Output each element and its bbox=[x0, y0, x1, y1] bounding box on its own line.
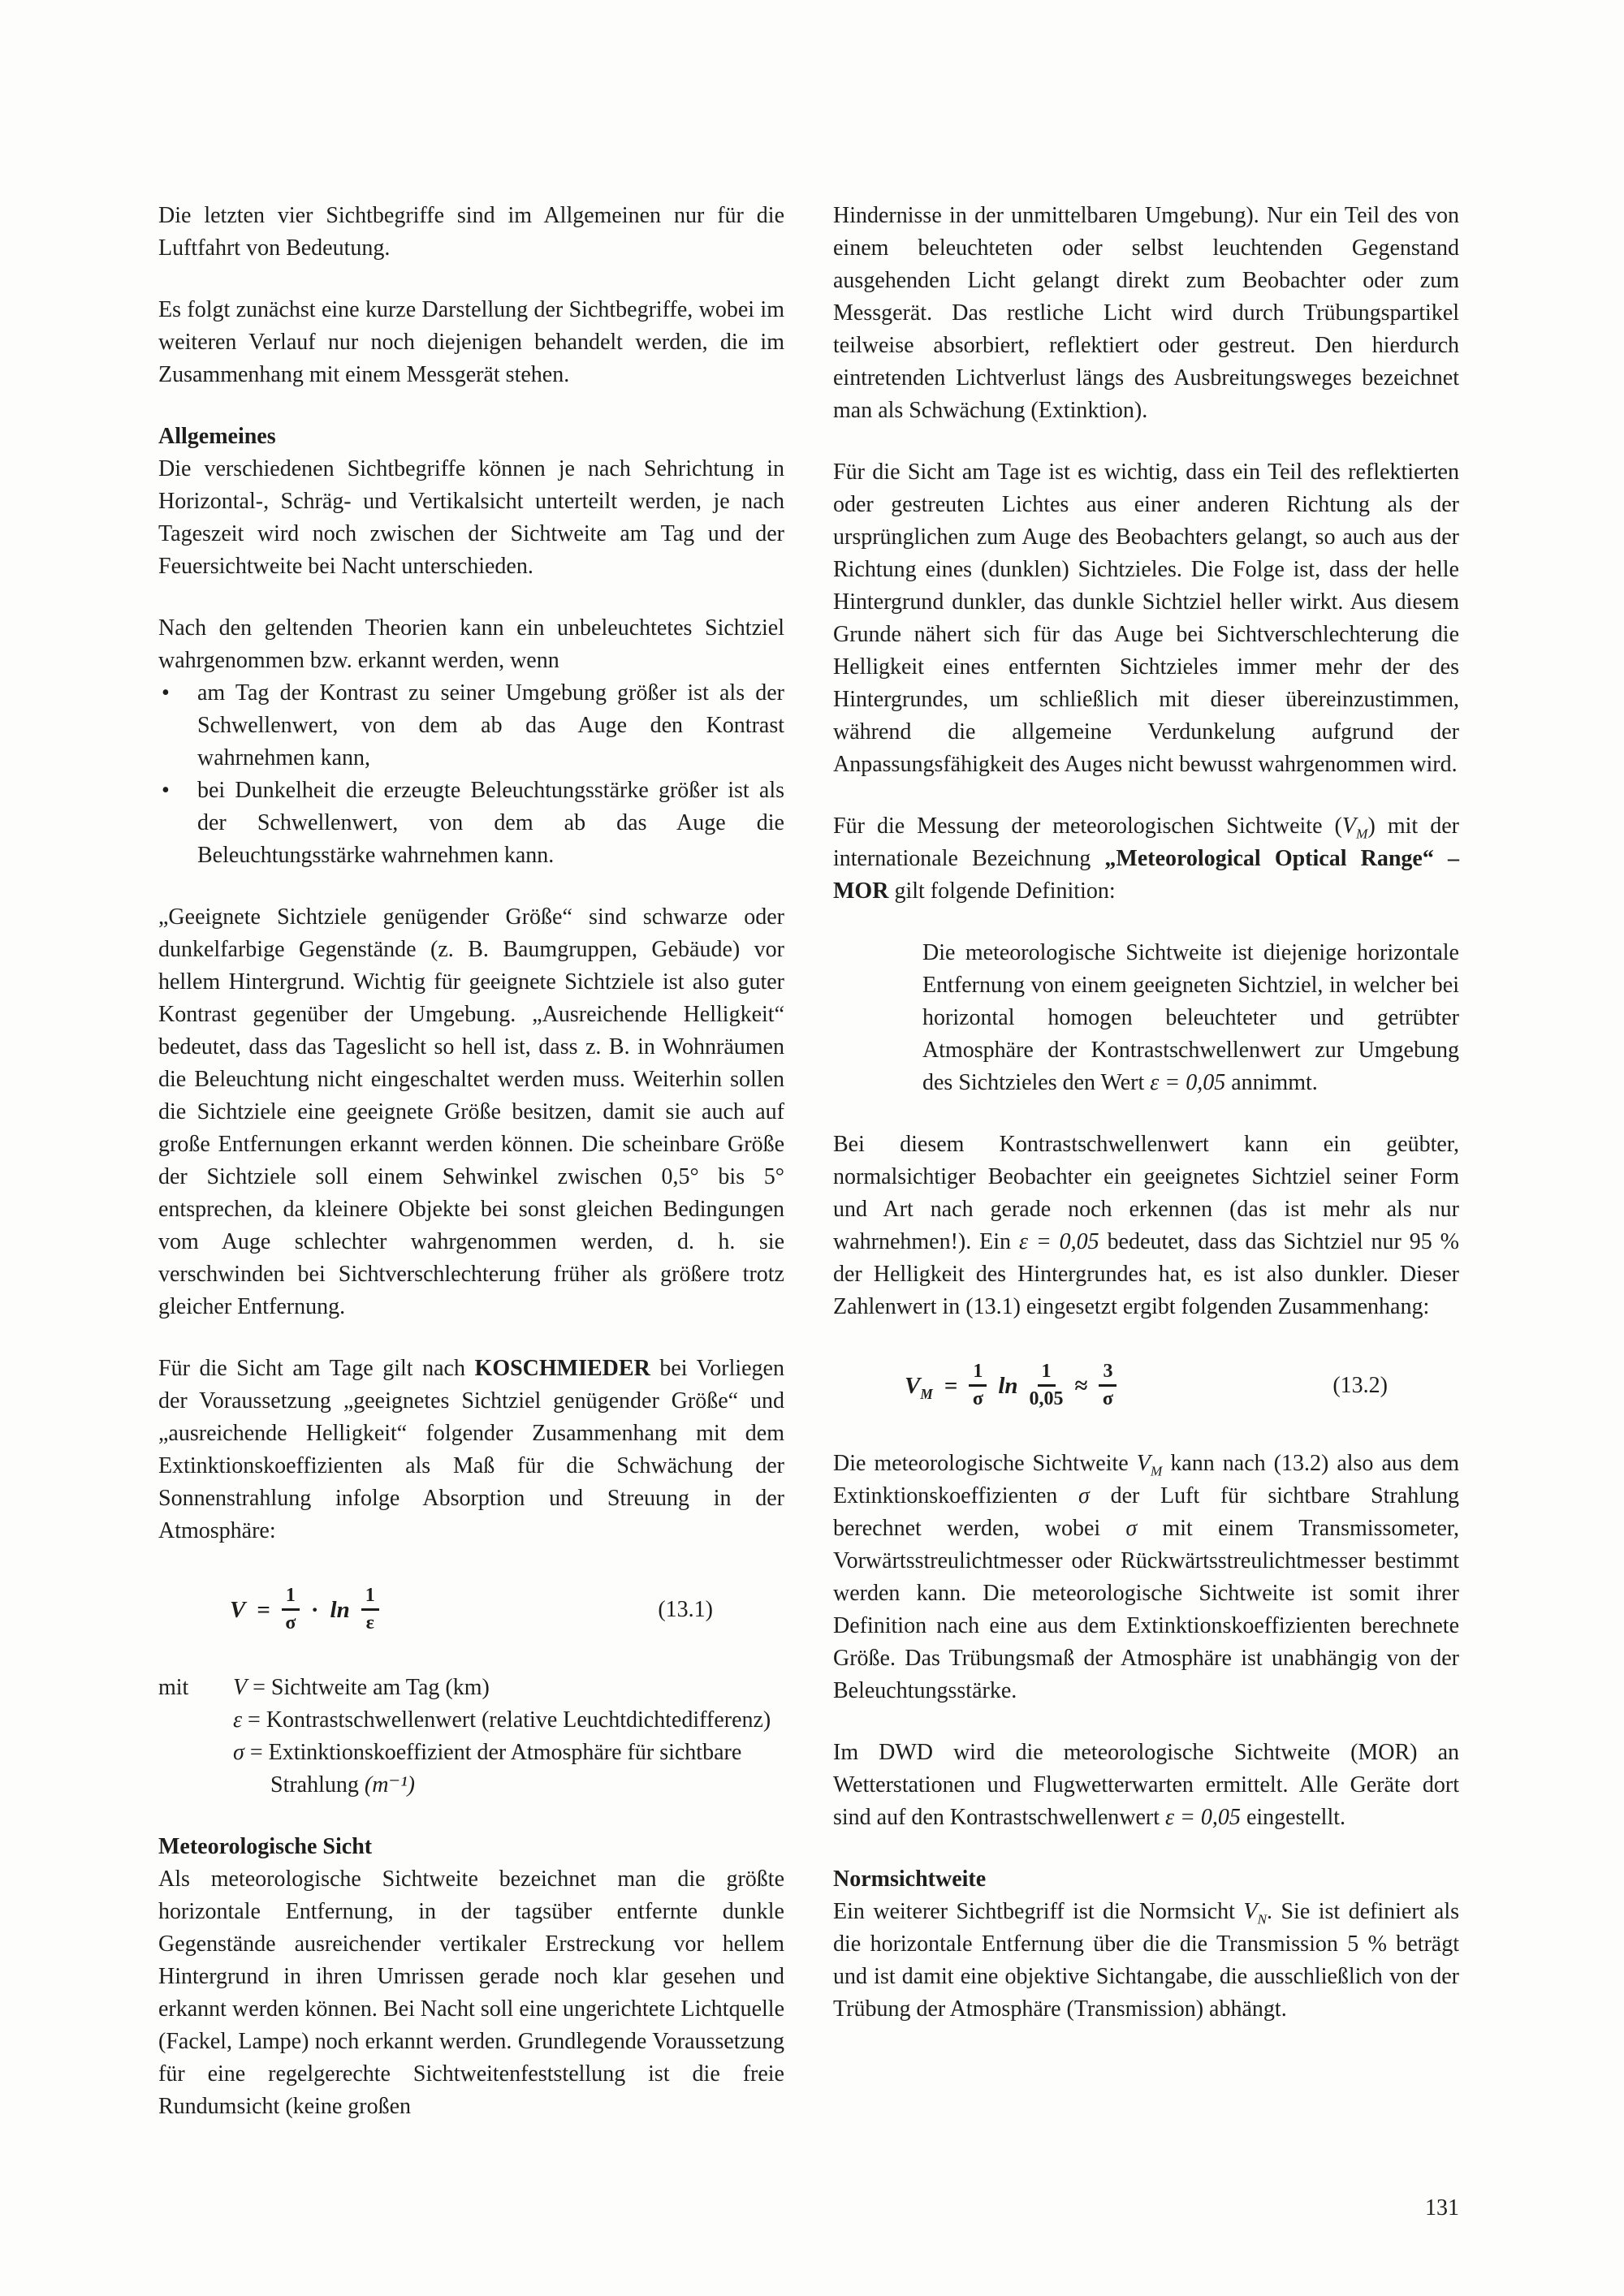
section-heading: Normsichtweite bbox=[833, 1867, 987, 1892]
equation bbox=[158, 1577, 784, 1642]
paragraph bbox=[158, 294, 784, 391]
page-number: 131 bbox=[1425, 2195, 1459, 2220]
text-segment: = Sichtweite am Tag (km) bbox=[247, 1675, 490, 1700]
bullet-list bbox=[158, 677, 784, 872]
paragraph bbox=[158, 1353, 784, 1547]
equation-number: (13.2) bbox=[1332, 1372, 1388, 1398]
fraction-denominator: 0,05 bbox=[1029, 1388, 1064, 1409]
fraction bbox=[282, 1585, 300, 1634]
paragraph bbox=[158, 1863, 784, 2123]
formula-token bbox=[330, 1594, 350, 1626]
fraction-denominator: σ bbox=[972, 1388, 983, 1409]
text-segment: bedeutet, dass das Sichtziel nur 95 % der Helligkeit des Hintergrundes hat, es ist also dunkler. Dieser Zahlenwert in (13.1) eingesetzt ergibt folgenden Zusammenhang: bbox=[833, 1229, 1459, 1319]
text-segment: Ein weiterer Sichtbegriff ist die Normsicht bbox=[833, 1899, 1244, 1924]
paragraph bbox=[833, 1737, 1459, 1834]
paragraph bbox=[158, 200, 784, 265]
text-segment: Die letzten vier Sichtbegriffe sind im Allgemeinen nur für die Luftfahrt von Bedeutung. bbox=[158, 203, 784, 261]
bullet-icon: • bbox=[162, 778, 170, 803]
fraction-numerator: 3 bbox=[1099, 1361, 1116, 1387]
text-segment: gilt folgende Definition: bbox=[888, 878, 1116, 904]
text-segment: Als meteorologische Sichtweite bezeichnet man die größte horizontale Entfernung, in der tagsüber entfernte dunkle Gegenstände ausreichender vertikaler Erstreckung vor hellem Hintergrund in ihren Umrissen gerade noch klar gesehen und erkannt werden können. Bei Nacht soll eine ungerichtete Lichtquelle (Fackel, Lampe) noch erkannt werden. Grundlegende Voraussetzung für eine regelgerechte Sichtweitenfeststellung ist die freie Rundumsicht (keine großen bbox=[158, 1867, 784, 2119]
text-segment: der Luft für sichtbare Strahlung berechnet werden, wobei bbox=[833, 1483, 1459, 1541]
formula-token bbox=[905, 1370, 933, 1402]
formula-token bbox=[944, 1370, 958, 1402]
section-heading: Meteorologische Sicht bbox=[158, 1834, 373, 1859]
symbol-definition-row bbox=[233, 1737, 784, 1802]
text-segment: ε = 0,05 bbox=[1150, 1070, 1226, 1095]
formula-token bbox=[257, 1594, 270, 1626]
definition-block bbox=[833, 937, 1459, 1099]
formula-token bbox=[230, 1594, 245, 1626]
text-segment: bei Dunkelheit die erzeugte Beleuchtungsstärke größer ist als der Schwellenwert, von dem ab das Auge die Beleuchtungsstärke wahrnehmen kann. bbox=[197, 778, 784, 868]
deflist-intro: mit bbox=[158, 1675, 189, 1700]
text-segment: = Extinktionskoeffizient der Atmosphäre für sichtbare Strahlung bbox=[244, 1740, 742, 1798]
formula-symbol: V bbox=[905, 1372, 921, 1399]
formula-token bbox=[998, 1370, 1017, 1402]
paragraph bbox=[158, 453, 784, 583]
text-segment: V bbox=[1136, 1451, 1151, 1476]
fraction bbox=[1099, 1361, 1116, 1410]
formula-token bbox=[1075, 1370, 1088, 1402]
text-segment: „Geeignete Sichtziele genügender Größe“ sind schwarze oder dunkelfarbige Gegenstände (z. B. Baumgruppen, Gebäude) vor hellem Hintergrund. Wichtig für geeignete Sichtziele ist also guter Kontrast gegenüber der Umgebung. „Ausreichende Helligkeit“ bedeutet, dass das Tageslicht so hell ist, dass z. B. in Wohnräumen die Beleuchtung nicht eingeschaltet werden muss. Weiterhin sollen die Sichtziele eine geeignete Größe besitzen, damit sie auch auf große Entfernungen erkannt werden können. Die scheinbare Größe der Sichtziele soll einem Sehwinkel zwischen 0,5° bis 5° entsprechen, da kleinere Objekte bei sonst gleichen Bedingungen vom Auge schlechter wahrgenommen werden, d. h. sie verschwinden bei Sichtverschlechterung früher als größere trotz gleicher Entfernung. bbox=[158, 904, 784, 1319]
paragraph bbox=[833, 1896, 1459, 2026]
equation-number: (13.1) bbox=[658, 1596, 713, 1622]
text-segment: ) mit der internationale Bezeichnung bbox=[833, 814, 1459, 871]
text-segment: . Sie ist definiert als die horizontale Entfernung über die die Transmission 5 % beträgt und ist damit eine objektive Sichtangabe, die ausschließlich von der Trübung der Atmosphäre (Transmission) abhängt. bbox=[833, 1899, 1459, 2022]
fraction-denominator: σ bbox=[285, 1612, 296, 1634]
text-segment: σ bbox=[1078, 1483, 1090, 1508]
bullet-icon: • bbox=[162, 680, 170, 706]
paragraph bbox=[158, 612, 784, 677]
formula-symbol: ln bbox=[330, 1596, 350, 1623]
text-segment: ε = 0,05 bbox=[1018, 1229, 1099, 1254]
formula-subscript: M bbox=[920, 1385, 933, 1402]
text-segment: „Meteorological Optical Range“ – MOR bbox=[833, 846, 1459, 904]
text-segment: Bei diesem Kontrastschwellenwert kann ein geübter, normalsichtiger Beobachter ein geeignetes Sichtziel seiner Form und Art nach gerade noch erkennen (das ist mehr als nur wahrnehmen!). Ein bbox=[833, 1132, 1459, 1254]
fraction-denominator: σ bbox=[1102, 1388, 1113, 1409]
text-segment: V bbox=[233, 1675, 248, 1700]
text-segment: Für die Messung der meteorologischen Sichtweite ( bbox=[833, 814, 1342, 839]
fraction bbox=[361, 1585, 379, 1634]
paragraph bbox=[833, 1448, 1459, 1707]
text-segment: mit einem Transmissometer, Vorwärtsstreulichtmesser oder Rückwärtsstreulichtmesser bestimmt werden kann. Die meteorologische Sichtweite ist somit ihrer Definition nach eine aus dem Extinktionskoeffizienten berechnete Größe. Das Trübungsmaß der Atmosphäre ist unabhängig von der Beleuchtungsstärke. bbox=[833, 1516, 1459, 1703]
fraction bbox=[969, 1361, 987, 1410]
text-segment: = Kontrastschwellenwert (relative Leuchtdichtedifferenz) bbox=[242, 1707, 771, 1733]
bullet-item bbox=[158, 677, 784, 775]
formula-symbol: · bbox=[310, 1596, 319, 1623]
text-segment: Hindernisse in der unmittelbaren Umgebung). Nur ein Teil des von einem beleuchteten oder selbst leuchtenden Gegenstand ausgehenden Licht gelangt direkt zum Beobachter oder zum Messgerät. Das restliche Licht wird durch Trübungspartikel teilweise absorbiert, reflektiert oder gestreut. Den hierdurch eintretenden Lichtverlust längs des Ausbreitungsweges bezeichnet man als Schwächung (Extinktion). bbox=[833, 203, 1459, 423]
text-segment: (m⁻¹) bbox=[364, 1772, 415, 1798]
formula-token bbox=[311, 1594, 319, 1626]
text-segment: σ bbox=[1125, 1516, 1138, 1541]
fraction bbox=[1030, 1361, 1064, 1410]
fraction-numerator: 1 bbox=[282, 1585, 300, 1611]
left-column bbox=[158, 200, 784, 2123]
text-segment: Die verschiedenen Sichtbegriffe können je nach Sehrichtung in Horizontal-, Schräg- und Vertikalsicht unterteilt werden, je nach Tageszeit wird noch zwischen der Sichtweite am Tag und der Feuersichtweite bei Nacht unterschieden. bbox=[158, 456, 784, 579]
equation bbox=[833, 1353, 1459, 1418]
text-segment: Die meteorologische Sichtweite bbox=[833, 1451, 1137, 1476]
text-segment: σ bbox=[233, 1740, 244, 1765]
text-segment: kann nach (13.2) also aus dem Extinktionskoeffizienten bbox=[833, 1451, 1459, 1508]
fraction-numerator: 1 bbox=[969, 1361, 987, 1387]
text-segment: Im DWD wird die meteorologische Sichtweite (MOR) an Wetterstationen und Flugwetterwarten ermittelt. Alle Geräte dort sind auf den Kontrastschwellenwert bbox=[833, 1740, 1459, 1830]
symbol-definition-row bbox=[233, 1672, 784, 1704]
fraction-numerator: 1 bbox=[361, 1585, 379, 1611]
paragraph bbox=[833, 1129, 1459, 1323]
bullet-text bbox=[197, 677, 784, 775]
fraction-denominator: ε bbox=[365, 1612, 374, 1634]
bullet-text bbox=[197, 775, 784, 872]
text-segment: M bbox=[1150, 1463, 1163, 1479]
formula-symbol: = bbox=[257, 1596, 270, 1623]
text-segment: Nach den geltenden Theorien kann ein unbeleuchtetes Sichtziel wahrgenommen bzw. erkannt werden, wenn bbox=[158, 615, 784, 673]
text-segment: bei Vorliegen der Voraussetzung „geeignetes Sichtziel genügender Größe“ und „ausreichende Helligkeit“ folgender Zusammenhang mit dem Extinktionskoeffizienten als Maß für die Schwächung der Sonnenstrahlung infolge Absorption und Streuung in der Atmosphäre: bbox=[158, 1356, 784, 1543]
text-segment: Es folgt zunächst eine kurze Darstellung der Sichtbegriffe, wobei im weiteren Verlauf nur noch diejenigen behandelt werden, die im Zusammenhang mit einem Messgerät stehen. bbox=[158, 297, 784, 387]
paragraph bbox=[158, 901, 784, 1323]
paragraph bbox=[833, 810, 1459, 908]
text-segment: ε = 0,05 bbox=[1165, 1805, 1241, 1830]
formula-symbol: ≈ bbox=[1074, 1372, 1088, 1399]
text-segment: annimmt. bbox=[1225, 1070, 1318, 1095]
bullet-item bbox=[158, 775, 784, 872]
text-segment: V bbox=[1243, 1899, 1258, 1924]
symbol-definition-row bbox=[233, 1704, 784, 1737]
text-segment: V bbox=[1341, 814, 1356, 839]
formula-symbol: ln bbox=[998, 1372, 1018, 1399]
text-segment: KOSCHMIEDER bbox=[474, 1356, 650, 1381]
equation-expression bbox=[905, 1361, 1116, 1410]
formula-symbol: V bbox=[230, 1596, 246, 1623]
right-column bbox=[833, 200, 1459, 2026]
section-heading: Allgemeines bbox=[158, 424, 276, 449]
text-segment: ε bbox=[233, 1707, 243, 1733]
text-segment: Für die Sicht am Tage gilt nach bbox=[158, 1356, 475, 1381]
text-segment: Die meteorologische Sichtweite ist diejenige horizontale Entfernung von einem geeigneten Sichtziel, in welcher bei horizontal homogen beleuchteter und getrübter Atmosphäre der Kontrastschwellenwert zur Umgebung des Sichtzieles den Wert bbox=[922, 940, 1459, 1095]
paragraph bbox=[833, 200, 1459, 427]
fraction-numerator: 1 bbox=[1038, 1361, 1056, 1387]
symbol-definition-list bbox=[158, 1672, 784, 1802]
page-content bbox=[158, 200, 1459, 2123]
text-segment: M bbox=[1356, 826, 1368, 842]
text-segment: eingestellt. bbox=[1240, 1805, 1346, 1830]
text-segment: N bbox=[1257, 1911, 1268, 1927]
equation-expression bbox=[230, 1585, 379, 1634]
text-segment: Für die Sicht am Tage ist es wichtig, dass ein Teil des reflektierten oder gestreuten Lichtes aus einer anderen Richtung als der ursprünglichen zum Auge des Beobachters gelangt, so auch aus der Richtung eines (dunklen) Sichtzieles. Die Folge ist, dass der helle Hintergrund dunkler, das dunkle Sichtziel heller wirkt. Aus diesem Grunde nähert sich für das Auge bei Sichtverschlechterung die Helligkeit eines entfernten Sichtzieles immer mehr der des Hintergrundes, um schließlich mit dieser übereinzustimmen, während die allgemeine Verdunkelung aufgrund der Anpassungsfähigkeit des Auges nicht bewusst wahrgenommen wird. bbox=[833, 460, 1459, 777]
text-segment: am Tag der Kontrast zu seiner Umgebung größer ist als der Schwellenwert, von dem ab das Auge den Kontrast wahrnehmen kann, bbox=[197, 680, 784, 770]
formula-symbol: = bbox=[944, 1372, 958, 1399]
paragraph bbox=[833, 456, 1459, 781]
